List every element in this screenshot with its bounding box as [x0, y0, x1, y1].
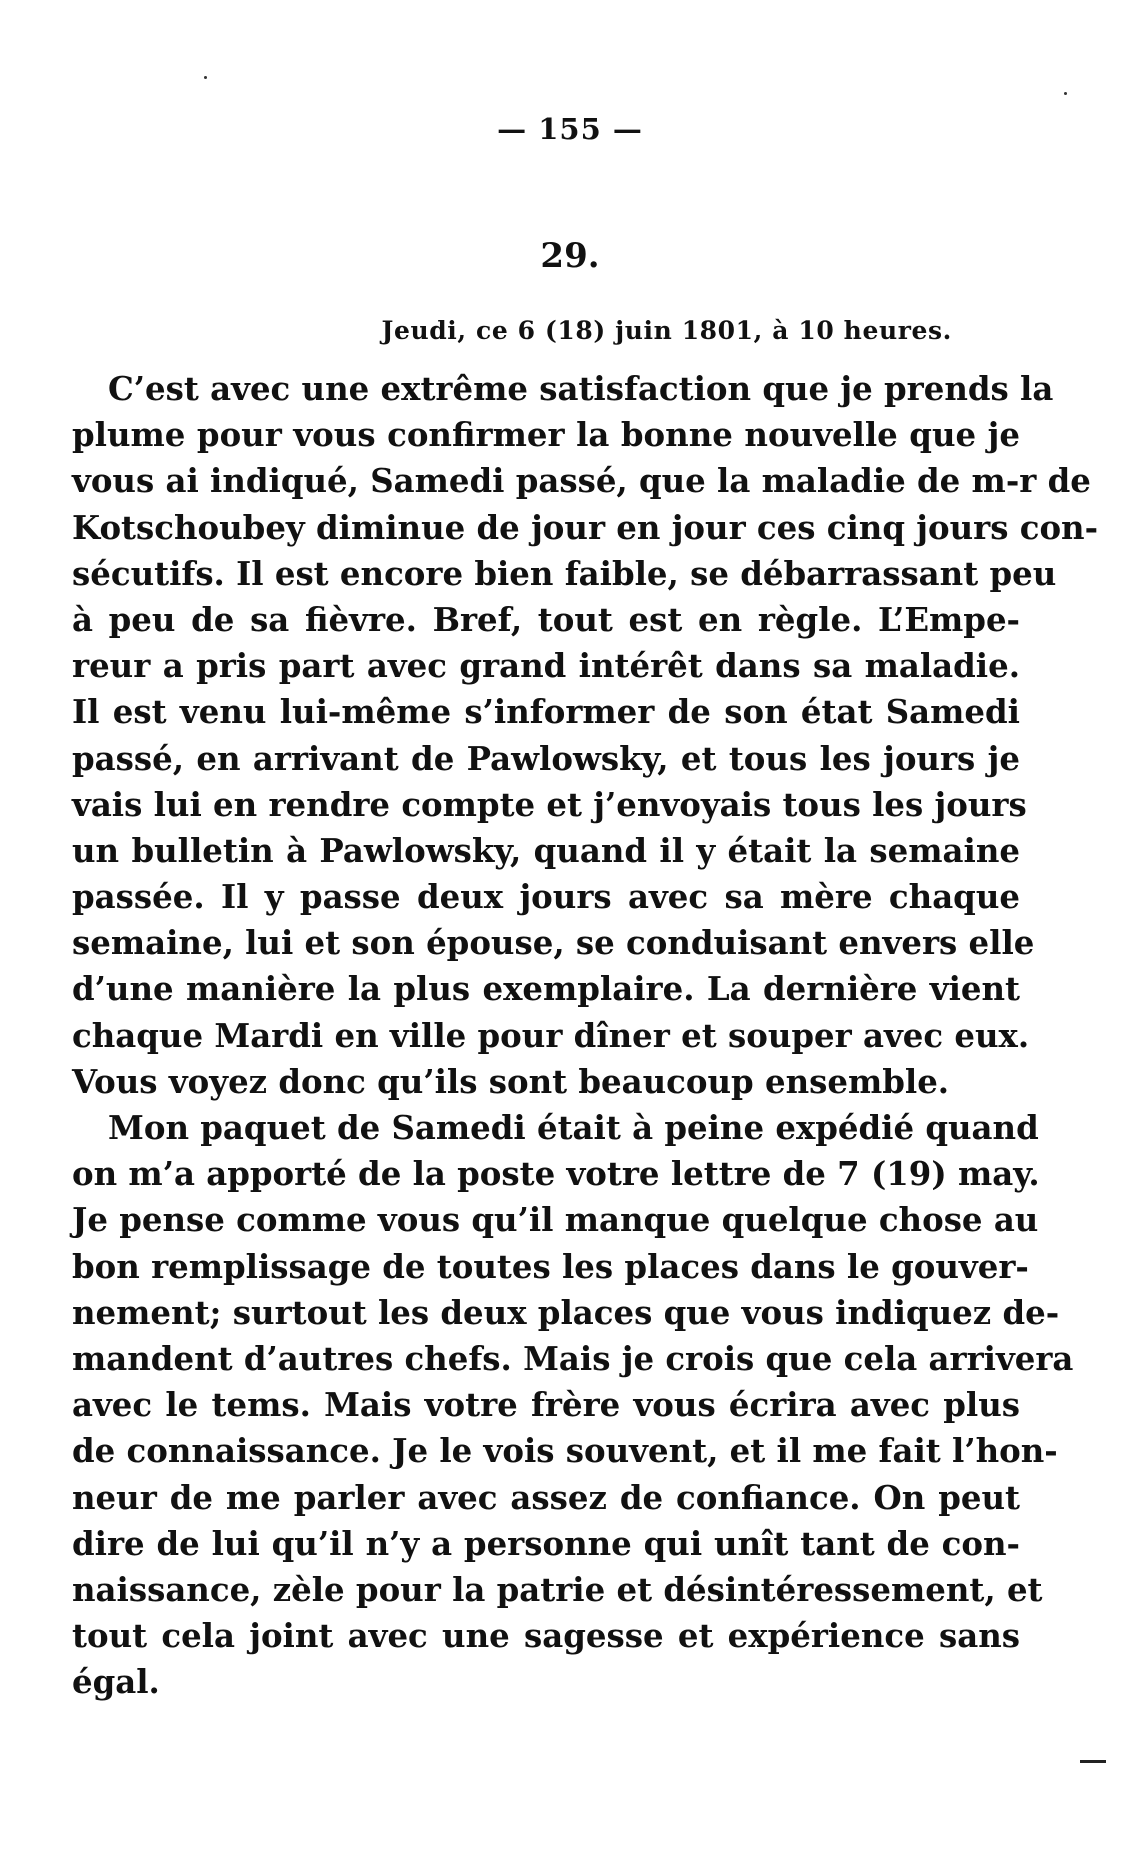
text-line: Il est venu lui-même s’informer de son état Samedi	[72, 693, 1020, 732]
text-line: un bulletin à Pawlowsky, quand il y était la semaine	[72, 831, 1020, 870]
text-line: on m’a apporté de la poste votre lettre de 7 (19) may.	[72, 1155, 1040, 1194]
text-line: nement; surtout les deux places que vous indiquez de-	[72, 1293, 1060, 1332]
paragraph	[72, 1105, 1074, 1705]
text-line: passé, en arrivant de Pawlowsky, et tous les jours je	[72, 739, 1020, 778]
text-line: neur de me parler avec assez de confiance. On peut	[72, 1478, 1020, 1517]
text-line: Mon paquet de Samedi était à peine expédié quand	[108, 1109, 1039, 1147]
text-line: vous ai indiqué, Samedi passé, que la maladie de m-r de	[72, 462, 1091, 501]
text-line: reur a pris part avec grand intérêt dans sa maladie.	[72, 647, 1020, 686]
text-line: avec le tems. Mais votre frère vous écrira avec plus	[72, 1386, 1020, 1425]
text-line: d’une manière la plus exemplaire. La dernière vient	[72, 970, 1020, 1009]
text-line: semaine, lui et son épouse, se conduisant envers elle	[72, 924, 1035, 963]
text-line: Vous voyez donc qu’ils sont beaucoup ensemble.	[72, 1062, 950, 1101]
text-line: Kotschoubey diminue de jour en jour ces cinq jours con-	[72, 508, 1099, 547]
text-line: à peu de sa fièvre. Bref, tout est en règle. L’Empe-	[72, 600, 1020, 639]
letter-dateline: Jeudi, ce 6 (18) juin 1801, à 10 heures.	[381, 316, 952, 345]
text-line: mandent d’autres chefs. Mais je crois que cela arrivera	[72, 1339, 1074, 1378]
text-line: bon remplissage de toutes les places dans le gouver-	[72, 1247, 1029, 1286]
text-line: vais lui en rendre compte et j’envoyais tous les jours	[72, 785, 1027, 824]
print-speck	[1064, 92, 1067, 95]
text-line: chaque Mardi en ville pour dîner et souper avec eux.	[72, 1016, 1030, 1055]
print-speck	[204, 76, 207, 79]
text-line: dire de lui qu’il n’y a personne qui unît tant de con-	[72, 1524, 1020, 1563]
letter-body	[72, 366, 1099, 1705]
page-number: — 155 —	[497, 112, 643, 146]
text-line: passée. Il y passe deux jours avec sa mère chaque	[72, 878, 1020, 917]
text-line: naissance, zèle pour la patrie et désintéressement, et	[72, 1570, 1043, 1609]
letter-number: 29.	[540, 236, 600, 276]
paragraph	[72, 366, 1099, 1105]
text-line: C’est avec une extrême satisfaction que je prends la	[108, 370, 1054, 408]
text-line: sécutifs. Il est encore bien faible, se débarrassant peu	[72, 554, 1057, 593]
text-line: Je pense comme vous qu’il manque quelque chose au	[72, 1201, 1039, 1240]
text-line: de connaissance. Je le vois souvent, et il me fait l’hon-	[72, 1432, 1058, 1471]
text-line: égal.	[72, 1663, 160, 1702]
margin-rule	[1080, 1760, 1106, 1763]
text-line: tout cela joint avec une sagesse et expérience sans	[72, 1617, 1020, 1656]
text-line: plume pour vous confirmer la bonne nouvelle que je	[72, 416, 1020, 455]
